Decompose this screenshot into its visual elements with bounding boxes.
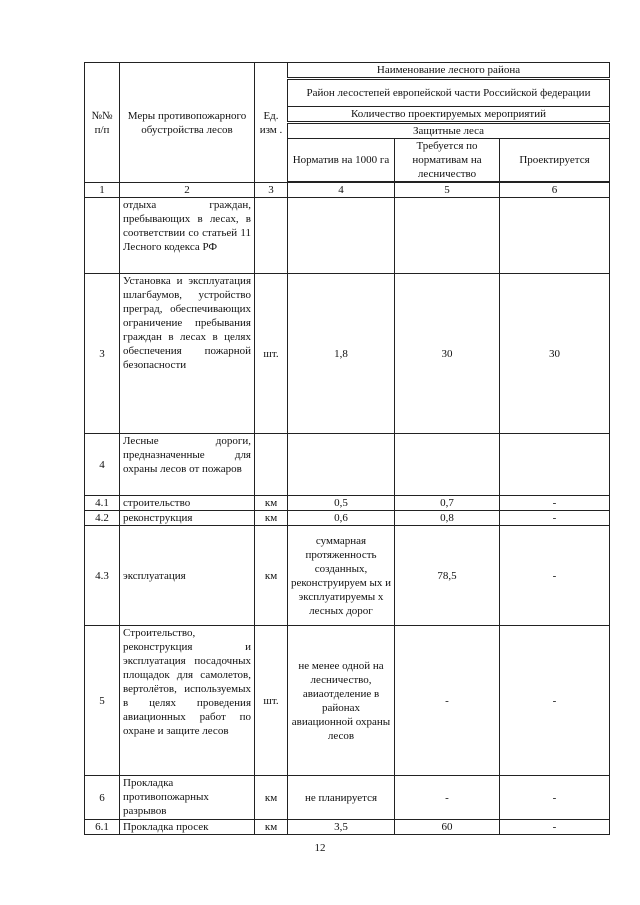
row-required: 0,7 xyxy=(395,496,500,511)
header-forest-region-title: Наименование лесного района xyxy=(288,63,610,79)
row-num: 6.1 xyxy=(85,820,120,835)
header-forest-region: Район лесостепей европейской части Российской федерации xyxy=(288,79,610,107)
row-norm: 3,5 xyxy=(288,820,395,835)
table-row xyxy=(85,434,610,496)
row-num: 4.3 xyxy=(85,526,120,626)
row-projected: 30 xyxy=(500,274,610,434)
row-required: 78,5 xyxy=(395,526,500,626)
row-measure: реконструкция xyxy=(120,511,255,526)
header-num: №№ п/п xyxy=(85,63,120,183)
header-measure: Меры противопожарного обустройства лесов xyxy=(120,63,255,183)
header-unit: Ед. изм . xyxy=(255,63,288,183)
row-unit: шт. xyxy=(255,274,288,434)
row-projected: - xyxy=(500,776,610,820)
col-number: 1 xyxy=(85,183,120,198)
row-norm xyxy=(288,198,395,274)
row-projected xyxy=(500,198,610,274)
row-unit xyxy=(255,198,288,274)
row-unit: км xyxy=(255,776,288,820)
row-measure: Прокладка противопожарных разрывов xyxy=(120,776,255,820)
column-numbers-row xyxy=(85,183,610,198)
row-norm xyxy=(288,434,395,496)
row-required: - xyxy=(395,626,500,776)
row-measure: Установка и эксплуатация шлагбаумов, устройство преград, обеспечивающих ограничение пребывания граждан в лесах в целях обеспечения пожарной безопасности xyxy=(120,274,255,434)
row-unit: км xyxy=(255,496,288,511)
header-col4: Норматив на 1000 га xyxy=(288,139,395,182)
table-row xyxy=(85,776,610,820)
row-unit xyxy=(255,434,288,496)
row-measure: Прокладка просек xyxy=(120,820,255,835)
table-row xyxy=(85,198,610,274)
row-num: 4.2 xyxy=(85,511,120,526)
col-number: 3 xyxy=(255,183,288,198)
row-measure: Лесные дороги, предназначенные для охраны лесов от пожаров xyxy=(120,434,255,496)
col-number: 2 xyxy=(120,183,255,198)
header-forest-type: Защитные леса xyxy=(288,123,610,139)
row-num: 5 xyxy=(85,626,120,776)
row-required xyxy=(395,198,500,274)
header-col6: Проектируется xyxy=(500,139,610,182)
row-norm: не планируется xyxy=(288,776,395,820)
measures-table xyxy=(84,62,610,835)
table-row xyxy=(85,496,610,511)
row-num: 4 xyxy=(85,434,120,496)
row-projected: - xyxy=(500,526,610,626)
row-unit: шт. xyxy=(255,626,288,776)
header-quantity-title: Количество проектируемых мероприятий xyxy=(288,107,610,123)
row-measure: строительство xyxy=(120,496,255,511)
table-row xyxy=(85,511,610,526)
row-measure: эксплуатация xyxy=(120,526,255,626)
row-norm: суммарная протяженность созданных, реконструируем ых и эксплуатируемы х лесных дорог xyxy=(288,526,395,626)
col-number: 6 xyxy=(500,183,610,198)
row-num: 4.1 xyxy=(85,496,120,511)
row-projected: - xyxy=(500,496,610,511)
row-projected xyxy=(500,434,610,496)
row-num: 6 xyxy=(85,776,120,820)
row-unit: км xyxy=(255,526,288,626)
row-projected: - xyxy=(500,511,610,526)
row-unit: км xyxy=(255,511,288,526)
row-norm: 0,5 xyxy=(288,496,395,511)
table-row xyxy=(85,626,610,776)
row-projected: - xyxy=(500,626,610,776)
row-norm: не менее одной на лесничество, авиаотделение в районах авиационной охраны лесов xyxy=(288,626,395,776)
col-number: 5 xyxy=(395,183,500,198)
row-num: 3 xyxy=(85,274,120,434)
row-norm: 1,8 xyxy=(288,274,395,434)
row-measure: отдыха граждан, пребывающих в лесах, в соответствии со статьей 11 Лесного кодекса РФ xyxy=(120,198,255,274)
row-unit: км xyxy=(255,820,288,835)
row-required: 0,8 xyxy=(395,511,500,526)
row-required xyxy=(395,434,500,496)
col-number: 4 xyxy=(288,183,395,198)
table-row xyxy=(85,820,610,835)
row-num xyxy=(85,198,120,274)
page-number: 12 xyxy=(314,842,326,854)
header-col5: Требуется по нормативам на лесничество xyxy=(395,139,500,182)
table-row xyxy=(85,526,610,626)
row-norm: 0,6 xyxy=(288,511,395,526)
table-row xyxy=(85,274,610,434)
row-required: - xyxy=(395,776,500,820)
row-projected: - xyxy=(500,820,610,835)
row-measure: Строительство, реконструкция и эксплуатация посадочных площадок для самолетов, вертолётов, используемых в целях проведения авиационных работ по охране и защите лесов xyxy=(120,626,255,776)
row-required: 60 xyxy=(395,820,500,835)
row-required: 30 xyxy=(395,274,500,434)
